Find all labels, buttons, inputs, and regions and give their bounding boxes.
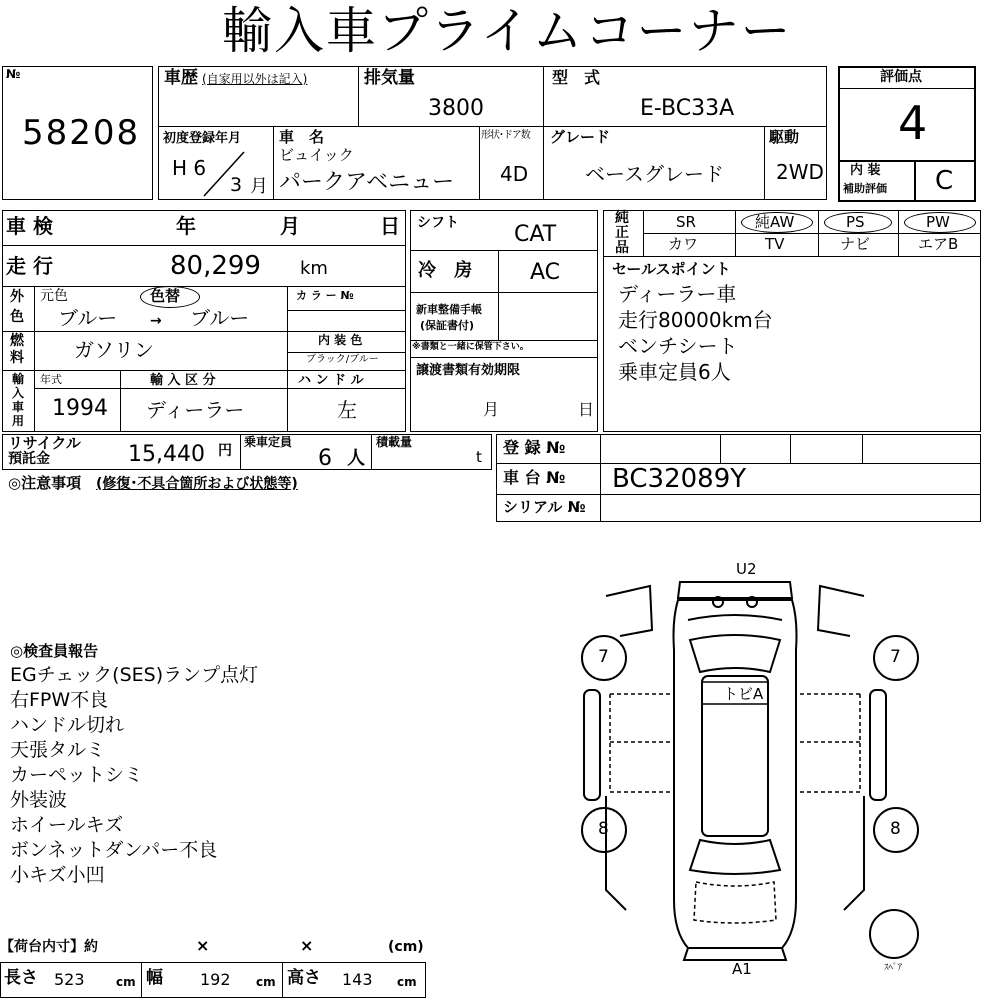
equipment-label-2: 正 (615, 225, 629, 241)
history-label: 車歴 (164, 68, 198, 88)
equipment-tv: TV (765, 235, 785, 253)
exterior-label-2: 色 (10, 309, 24, 325)
maintenance-note: ※書類と一緒に保管下さい。 (412, 342, 529, 352)
diagram-top-label: U2 (736, 560, 757, 578)
maintenance-label-1: 新車整備手帳 (416, 303, 482, 316)
inspection-label: 車 検 (6, 214, 53, 238)
inspector-item: 天張タルミ (10, 739, 106, 761)
inspector-item: カーペットシミ (10, 764, 144, 786)
transfer-month: 月 (483, 400, 500, 419)
first-reg-month-unit: 月 (250, 176, 268, 197)
right-doors (796, 694, 860, 792)
displacement-label: 排気量 (364, 68, 415, 88)
car-body (674, 600, 797, 948)
left-rear-quarter (606, 796, 626, 910)
score-label: 評価点 (880, 69, 922, 85)
serial-label: シリアル № (503, 498, 586, 516)
inspection-year: 年 (176, 214, 196, 238)
page-title: 輸入車プライムコーナー (222, 2, 793, 60)
interior-color: ブラック/ブルー (306, 354, 379, 365)
load-label: 積載量 (376, 435, 413, 449)
inspection-month: 月 (280, 214, 300, 238)
exterior-color-no-label: カ ラ ー № (296, 289, 354, 302)
interior-score-value: C (935, 166, 954, 196)
equipment-sr: SR (676, 213, 696, 231)
mileage-label: 走 行 (6, 254, 53, 278)
left-front-fender (606, 586, 652, 636)
recycle-label-2: 預託金 (8, 451, 50, 467)
caution-note: (修復･不具合箇所および状態等) (96, 476, 298, 492)
mileage-unit: km (300, 258, 328, 279)
capacity-unit: 人 (347, 448, 365, 469)
exterior-orig: ブルー (58, 306, 118, 330)
interior-color-label: 内 装 色 (318, 333, 363, 347)
cargo-length-label: 長さ (4, 968, 38, 988)
history-note: (自家用以外は記入) (202, 72, 308, 86)
caution-label: ◎注意事項 (8, 474, 82, 492)
chassis-value: BC32089Y (612, 464, 747, 494)
recycle-value: 15,440 (128, 442, 205, 467)
shift-label: シフト (417, 215, 459, 231)
spare-wheel (870, 910, 918, 958)
import-handle-label: ハ ン ド ル (298, 373, 364, 388)
cargo-height-label: 高さ (287, 968, 321, 988)
model-label: 型 式 (552, 68, 601, 87)
model-value: E-BC33A (640, 96, 735, 121)
car-name: パークアベニュー (279, 170, 455, 195)
interior-score-label-2: 補助評価 (843, 182, 887, 195)
exterior-new: ブルー (190, 306, 250, 330)
first-reg-month: 3 (230, 174, 243, 196)
car-maker: ビュイック (279, 146, 354, 164)
load-unit: t (476, 448, 482, 466)
equipment-ps: PS (846, 213, 865, 231)
capacity-value: 6 (318, 446, 332, 471)
transfer-label: 譲渡書類有効期限 (416, 363, 521, 378)
maintenance-label-2: (保証書付) (420, 319, 475, 332)
fuel-label-2: 料 (10, 350, 24, 366)
exterior-changed-label: 色替 (150, 287, 181, 305)
score-value: 4 (898, 96, 928, 150)
drive-label: 駆動 (769, 128, 800, 146)
date-slash (196, 150, 256, 200)
import-type: ディーラー (146, 398, 245, 422)
spare-label: ｽﾍﾟｱ (884, 963, 903, 973)
fuel-label-1: 燃 (10, 333, 24, 349)
chassis-label: 車 台 № (503, 468, 566, 487)
equipment-label-1: 純 (615, 210, 629, 226)
import-label-2: 入 (12, 386, 25, 400)
first-reg-era: H 6 (172, 156, 207, 180)
sales-point-item: 走行80000km台 (618, 308, 773, 332)
mileage-value: 80,299 (170, 251, 261, 281)
sales-point-item: ディーラー車 (618, 282, 737, 306)
exterior-arrow: → (150, 313, 162, 329)
capacity-label: 乗車定員 (244, 435, 293, 449)
cargo-unit-paren: (cm) (388, 939, 424, 955)
drive-value: 2WD (776, 160, 824, 184)
exterior-label-1: 外 (10, 289, 24, 305)
right-rear-quarter (844, 796, 864, 910)
grade-label: グレード (550, 128, 611, 146)
inspector-title: ◎検査員報告 (10, 642, 99, 660)
wheel-front-left-mark: 7 (598, 647, 609, 667)
lot-label: № (6, 67, 21, 81)
equipment-label-3: 品 (615, 240, 629, 256)
wheel-front-right-mark: 7 (890, 647, 901, 667)
hood-line (688, 615, 782, 620)
rear-bumper (684, 948, 786, 960)
registration-label: 登 録 № (503, 438, 566, 457)
cargo-label: 【荷台内寸】約 (0, 939, 98, 955)
trunk (694, 882, 776, 923)
inspector-item: ハンドル切れ (10, 714, 125, 736)
cargo-length-unit: cm (116, 975, 136, 989)
doors-label: 形状･ドア数 (481, 130, 530, 141)
inspector-item: ボンネットダンパー不良 (10, 839, 218, 861)
inspection-day: 日 (380, 214, 400, 238)
first-reg-label: 初度登録年月 (163, 131, 242, 146)
transfer-day: 日 (578, 400, 595, 419)
inspector-item: 小キズ小凹 (10, 864, 105, 886)
ac-label: 冷 房 (418, 260, 479, 281)
inspector-item: 右FPW不良 (10, 689, 109, 711)
cargo-width: 192 (200, 970, 231, 989)
right-front-fender (818, 586, 864, 636)
grade-value: ベースグレード (585, 162, 724, 186)
cargo-times-2: × (300, 936, 314, 955)
equipment-aw: 純AW (755, 213, 795, 231)
doors-value: 4D (500, 162, 529, 186)
import-year-label: 年式 (40, 373, 62, 386)
front-bumper (678, 582, 792, 598)
rear-window (690, 840, 780, 874)
equipment-navi: ナビ (840, 235, 871, 253)
shift-value: CAT (514, 222, 557, 247)
sales-point-item: 乗車定員6人 (618, 360, 731, 384)
import-type-label: 輸 入 区 分 (150, 373, 216, 388)
equipment-airbag: エアB (918, 235, 959, 253)
inspector-item: ホイールキズ (10, 814, 124, 836)
car-diagram (570, 560, 990, 990)
sales-point-item: ベンチシート (618, 334, 738, 358)
interior-score-label-1: 内 装 (850, 163, 881, 178)
import-label-3: 車 (12, 400, 25, 414)
equipment-pw: PW (926, 213, 950, 231)
right-sill (870, 690, 886, 800)
import-year: 1994 (52, 396, 108, 421)
cargo-height: 143 (342, 970, 373, 989)
ac-value: AC (530, 260, 561, 285)
cargo-width-unit: cm (256, 975, 276, 989)
car-name-label: 車 名 (279, 128, 325, 146)
equipment-leather: カワ (668, 235, 699, 253)
sales-points-label: セールスポイント (612, 260, 731, 278)
cargo-height-unit: cm (397, 975, 417, 989)
import-handle: 左 (337, 398, 357, 422)
wheel-rear-left-mark: 8 (598, 819, 609, 839)
cargo-times-1: × (196, 936, 210, 955)
left-sill (584, 690, 600, 800)
recycle-unit: 円 (218, 443, 232, 459)
lot-number: 58208 (22, 113, 141, 153)
windshield (690, 635, 780, 672)
displacement-value: 3800 (428, 96, 484, 121)
roof-mark: トビA (723, 685, 764, 703)
import-label-4: 用 (12, 414, 25, 428)
wheel-rear-right-mark: 8 (890, 819, 901, 839)
cargo-length: 523 (54, 970, 85, 989)
cargo-width-label: 幅 (146, 968, 163, 988)
left-doors (610, 694, 674, 792)
diagram-bottom-label: A1 (732, 960, 752, 978)
fuel-value: ガソリン (74, 338, 154, 362)
inspector-item: EGチェック(SES)ランプ点灯 (10, 664, 259, 686)
inspector-item: 外装波 (10, 789, 68, 811)
import-label-1: 輸 (12, 372, 25, 386)
recycle-label-1: リサイクル (8, 434, 81, 452)
exterior-orig-label: 元色 (40, 288, 68, 304)
